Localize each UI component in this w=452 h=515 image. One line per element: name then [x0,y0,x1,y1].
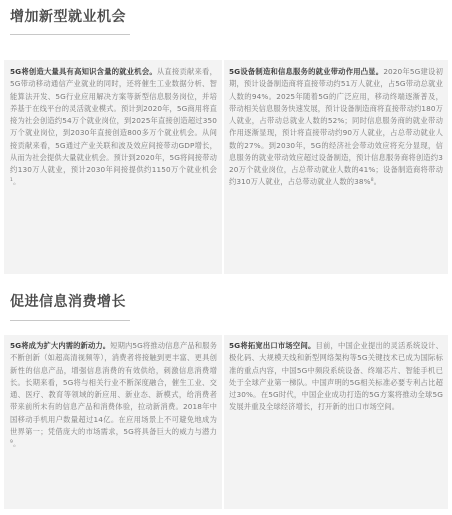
footnote-marker: 1 [10,178,13,184]
paragraph-tail: 。 [12,177,21,187]
section-heading: 增加新型就业机会 [10,9,126,25]
footnote-marker: 9 [10,440,13,445]
paragraph-export-markets [229,340,443,414]
paragraph-equipment-services [229,66,443,189]
paragraph-body: 从直接贡献来看，5G带动移动通信产业就业的同时，还将催生工业数据分析、智能算法开发、5G行业应用解决方案等新型信息服务岗位，并培养基于在线平台的灵活就业模式。预计到2020年，5G商用将直接为社会创造约54万个就业岗位，到2025年直接创造超过350万个就业岗位，到2030年直接创造800多万个就业机会。从间接贡献来看，5G通过产业关联和波及效应间接带动GDP增长，从而为社会提供大量就业机会。预计到2020年，5G将间接带动约130万人就业，预计2030年间接提供约1150万个就业机会 [10,67,217,174]
paragraph-lead: 5G将拓宽出口市场空间。 [229,341,316,350]
paragraph-lead: 5G将创造大量具有高知识含量的就业机会。 [10,67,157,76]
section-heading: 促进信息消费增长 [10,294,126,310]
heading-underline [10,320,130,321]
heading-underline [10,34,130,35]
paragraph-knowledge-jobs [10,66,217,189]
footnote-marker: 8 [370,178,374,184]
paragraph-tail: 。 [12,439,21,448]
paragraph-body: 短期内5G将推动信息产品和服务不断创新（如超高清视频等），消费者将接触到更丰富、更具创新性的信息产品，增强信息消费的有效供给，刺激信息消费增长。长期来看，5G将与相关行业不断深度融合，催生工业、交通、医疗、教育等领域的新应用、新业态、新模式，给消费者带来前所未有的信息产品和消费体验，拉动新消费。2018年中国移动手机用户数量超过14亿。在应用场景上不可避免地成为世界第一；凭借庞大的市场需求，5G将具备巨大的威力与潜力 [10,341,217,436]
paragraph-tail: 。 [373,177,382,187]
paragraph-lead: 5G将成为扩大内需的新动力。 [10,341,111,350]
paragraph-lead: 5G设备制造和信息服务的就业带动作用凸显。 [229,67,384,76]
paragraph-body: 2020年5G建设初期，预计设备制造商将直接带动约51万人就业，占5G带动总就业人数的94%。2025年随着5G的广泛应用，移动终端逐渐普及，带动相关信息服务快速发展，预计设备制造商将直接带动约180万人就业，占带动总就业人数的52%；同时信息服务商的就业带动作用逐渐显现，预计将直接带动约90万人就业，占总带动就业人数的27%。到2030年，5G的经济社会带动效应将充分显现，信息服务的就业带动效应超过设备制造，预计信息服务商将创造约320万个就业岗位，占总带动就业人数的41%；设备制造商将带动约310万人就业，占总带动就业人数的38% [229,67,443,187]
paragraph-domestic-demand [10,340,217,450]
paragraph-body: 目前，中国企业提出的灵活系统设计、极化码、大规模天线和新型网络架构等5G关键技术已成为国际标准的重点内容，中国5G中频段系统设备、终端芯片、智能手机已处于全球产业第一梯队。中国声明的5G相关标准必要专利占比超过30%。在5G时代，中国企业成功打造的5G方案将推动全球5G发展并重及全球经济增长，打开新的出口市场空间。 [229,341,444,412]
